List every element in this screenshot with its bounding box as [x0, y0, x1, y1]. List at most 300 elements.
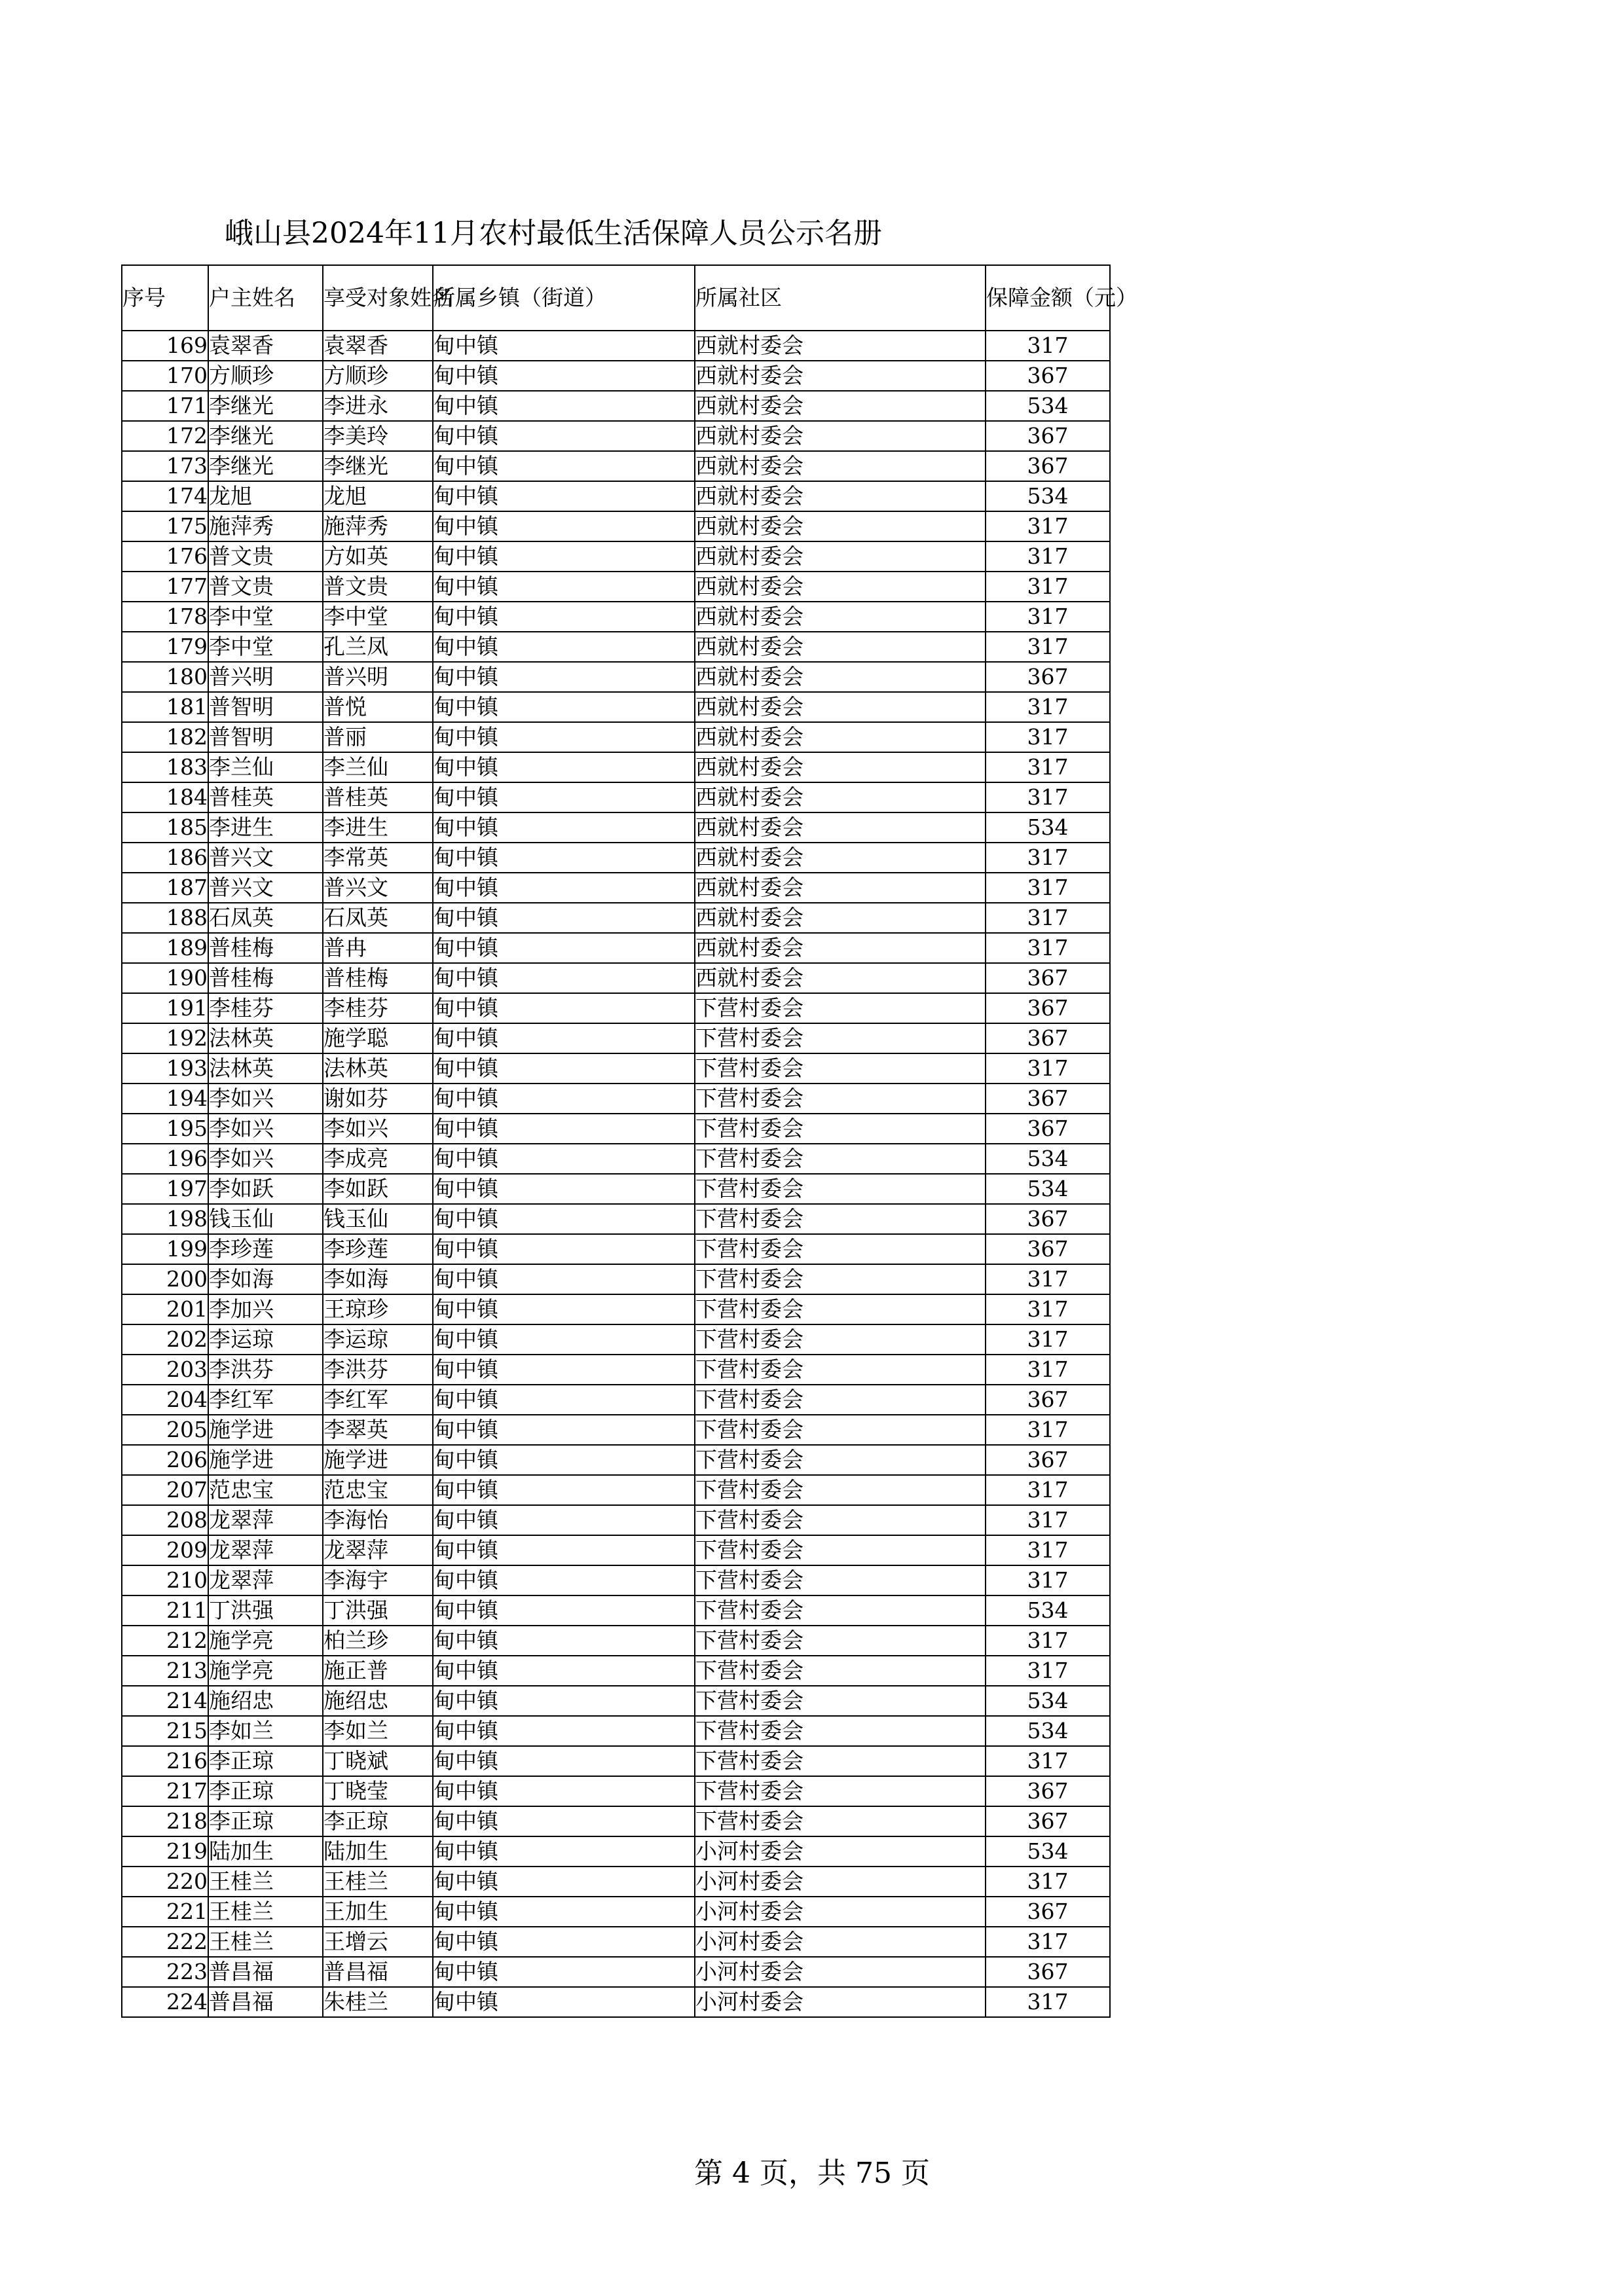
community-cell: 下营村委会	[695, 1595, 986, 1626]
township-cell: 甸中镇	[433, 1355, 695, 1385]
township-cell: 甸中镇	[433, 1927, 695, 1957]
table-row	[122, 843, 1110, 873]
row-index-cell: 177	[122, 572, 208, 602]
amount-cell: 317	[986, 1535, 1110, 1565]
beneficiary-name-cell: 普悦	[323, 692, 433, 722]
header-township: 所属乡镇（街道）	[433, 265, 695, 331]
row-index-cell: 222	[122, 1927, 208, 1957]
township-cell: 甸中镇	[433, 1264, 695, 1294]
household-head-name-cell: 陆加生	[208, 1836, 323, 1867]
beneficiary-name-cell: 李海宇	[323, 1565, 433, 1595]
household-head-name-cell: 法林英	[208, 1023, 323, 1053]
community-cell: 下营村委会	[695, 1475, 986, 1505]
row-index-cell: 217	[122, 1776, 208, 1806]
household-head-name-cell: 钱玉仙	[208, 1204, 323, 1234]
community-cell: 西就村委会	[695, 843, 986, 873]
township-cell: 甸中镇	[433, 1385, 695, 1415]
township-cell: 甸中镇	[433, 1656, 695, 1686]
row-index-cell: 223	[122, 1957, 208, 1987]
township-cell: 甸中镇	[433, 481, 695, 511]
amount-cell: 317	[986, 782, 1110, 812]
row-index-cell: 206	[122, 1445, 208, 1475]
community-cell: 下营村委会	[695, 1415, 986, 1445]
community-cell: 下营村委会	[695, 1264, 986, 1294]
amount-cell: 317	[986, 1415, 1110, 1445]
row-index-cell: 192	[122, 1023, 208, 1053]
table-row	[122, 511, 1110, 541]
row-index-cell: 178	[122, 602, 208, 632]
table-row	[122, 1565, 1110, 1595]
amount-cell: 317	[986, 1626, 1110, 1656]
beneficiary-name-cell: 普桂英	[323, 782, 433, 812]
amount-cell: 367	[986, 1445, 1110, 1475]
beneficiary-name-cell: 普丽	[323, 722, 433, 752]
table-row	[122, 1656, 1110, 1686]
household-head-name-cell: 王桂兰	[208, 1927, 323, 1957]
row-index-cell: 203	[122, 1355, 208, 1385]
township-cell: 甸中镇	[433, 993, 695, 1023]
row-index-cell: 186	[122, 843, 208, 873]
beneficiary-name-cell: 李如跃	[323, 1174, 433, 1204]
table-row	[122, 1626, 1110, 1656]
beneficiary-name-cell: 施正普	[323, 1656, 433, 1686]
community-cell: 西就村委会	[695, 632, 986, 662]
community-cell: 下营村委会	[695, 1716, 986, 1746]
household-head-name-cell: 李正琼	[208, 1776, 323, 1806]
amount-cell: 317	[986, 1987, 1110, 2017]
beneficiary-name-cell: 袁翠香	[323, 331, 433, 361]
beneficiary-name-cell: 施萍秀	[323, 511, 433, 541]
table-row	[122, 1686, 1110, 1716]
community-cell: 下营村委会	[695, 1776, 986, 1806]
beneficiary-name-cell: 李进永	[323, 391, 433, 421]
household-head-name-cell: 法林英	[208, 1053, 323, 1084]
community-cell: 西就村委会	[695, 873, 986, 903]
household-head-name-cell: 施绍忠	[208, 1686, 323, 1716]
community-cell: 下营村委会	[695, 1023, 986, 1053]
beneficiary-name-cell: 李常英	[323, 843, 433, 873]
amount-cell: 367	[986, 1957, 1110, 1987]
beneficiary-name-cell: 施学聪	[323, 1023, 433, 1053]
household-head-name-cell: 龙翠萍	[208, 1535, 323, 1565]
township-cell: 甸中镇	[433, 873, 695, 903]
beneficiary-name-cell: 李兰仙	[323, 752, 433, 782]
beneficiary-name-cell: 施绍忠	[323, 1686, 433, 1716]
beneficiary-name-cell: 丁晓斌	[323, 1746, 433, 1776]
household-head-name-cell: 普智明	[208, 722, 323, 752]
beneficiary-name-cell: 普桂梅	[323, 963, 433, 993]
township-cell: 甸中镇	[433, 752, 695, 782]
community-cell: 小河村委会	[695, 1987, 986, 2017]
row-index-cell: 213	[122, 1656, 208, 1686]
beneficiary-name-cell: 龙旭	[323, 481, 433, 511]
table-row	[122, 993, 1110, 1023]
township-cell: 甸中镇	[433, 692, 695, 722]
beneficiary-name-cell: 李红军	[323, 1385, 433, 1415]
row-index-cell: 216	[122, 1746, 208, 1776]
township-cell: 甸中镇	[433, 572, 695, 602]
row-index-cell: 207	[122, 1475, 208, 1505]
amount-cell: 317	[986, 331, 1110, 361]
amount-cell: 367	[986, 361, 1110, 391]
community-cell: 小河村委会	[695, 1867, 986, 1897]
amount-cell: 317	[986, 1355, 1110, 1385]
row-index-cell: 194	[122, 1084, 208, 1114]
township-cell: 甸中镇	[433, 1776, 695, 1806]
community-cell: 下营村委会	[695, 1686, 986, 1716]
table-row	[122, 1234, 1110, 1264]
household-head-name-cell: 李中堂	[208, 632, 323, 662]
household-head-name-cell: 李进生	[208, 812, 323, 843]
community-cell: 西就村委会	[695, 662, 986, 692]
household-head-name-cell: 李珍莲	[208, 1234, 323, 1264]
amount-cell: 367	[986, 963, 1110, 993]
community-cell: 小河村委会	[695, 1957, 986, 1987]
table-row	[122, 1174, 1110, 1204]
row-index-cell: 193	[122, 1053, 208, 1084]
row-index-cell: 189	[122, 933, 208, 963]
township-cell: 甸中镇	[433, 361, 695, 391]
amount-cell: 317	[986, 1264, 1110, 1294]
community-cell: 下营村委会	[695, 1144, 986, 1174]
household-head-name-cell: 石凤英	[208, 903, 323, 933]
amount-cell: 367	[986, 1897, 1110, 1927]
amount-cell: 367	[986, 662, 1110, 692]
community-cell: 下营村委会	[695, 1535, 986, 1565]
amount-cell: 317	[986, 1324, 1110, 1355]
township-cell: 甸中镇	[433, 1174, 695, 1204]
table-row	[122, 1475, 1110, 1505]
amount-cell: 317	[986, 1053, 1110, 1084]
table-row	[122, 361, 1110, 391]
table-row	[122, 1415, 1110, 1445]
community-cell: 西就村委会	[695, 722, 986, 752]
amount-cell: 534	[986, 812, 1110, 843]
household-head-name-cell: 龙翠萍	[208, 1505, 323, 1535]
amount-cell: 317	[986, 722, 1110, 752]
community-cell: 西就村委会	[695, 481, 986, 511]
table-row	[122, 933, 1110, 963]
household-head-name-cell: 普兴明	[208, 662, 323, 692]
table-row	[122, 1114, 1110, 1144]
beneficiary-name-cell: 钱玉仙	[323, 1204, 433, 1234]
table-row	[122, 1355, 1110, 1385]
township-cell: 甸中镇	[433, 1505, 695, 1535]
amount-cell: 367	[986, 421, 1110, 451]
table-row	[122, 1776, 1110, 1806]
amount-cell: 317	[986, 602, 1110, 632]
amount-cell: 317	[986, 1746, 1110, 1776]
amount-cell: 317	[986, 843, 1110, 873]
table-row	[122, 1987, 1110, 2017]
household-head-name-cell: 王桂兰	[208, 1897, 323, 1927]
amount-cell: 534	[986, 1595, 1110, 1626]
township-cell: 甸中镇	[433, 782, 695, 812]
beneficiary-name-cell: 方顺珍	[323, 361, 433, 391]
amount-cell: 317	[986, 1475, 1110, 1505]
amount-cell: 317	[986, 1505, 1110, 1535]
township-cell: 甸中镇	[433, 391, 695, 421]
table-row	[122, 1897, 1110, 1927]
township-cell: 甸中镇	[433, 1806, 695, 1836]
beneficiary-name-cell: 李珍莲	[323, 1234, 433, 1264]
table-row	[122, 903, 1110, 933]
community-cell: 西就村委会	[695, 421, 986, 451]
row-index-cell: 224	[122, 1987, 208, 2017]
amount-cell: 317	[986, 752, 1110, 782]
row-index-cell: 182	[122, 722, 208, 752]
row-index-cell: 169	[122, 331, 208, 361]
household-head-name-cell: 普桂梅	[208, 963, 323, 993]
amount-cell: 317	[986, 1927, 1110, 1957]
row-index-cell: 173	[122, 451, 208, 481]
table-row	[122, 572, 1110, 602]
table-row	[122, 1746, 1110, 1776]
community-cell: 下营村委会	[695, 1053, 986, 1084]
beneficiary-name-cell: 王桂兰	[323, 1867, 433, 1897]
community-cell: 下营村委会	[695, 1746, 986, 1776]
household-head-name-cell: 李兰仙	[208, 752, 323, 782]
table-row	[122, 963, 1110, 993]
table-row	[122, 1053, 1110, 1084]
beneficiary-name-cell: 石凤英	[323, 903, 433, 933]
community-cell: 西就村委会	[695, 331, 986, 361]
header-amount: 保障金额（元）	[986, 265, 1110, 331]
community-cell: 下营村委会	[695, 1626, 986, 1656]
township-cell: 甸中镇	[433, 451, 695, 481]
amount-cell: 317	[986, 1294, 1110, 1324]
township-cell: 甸中镇	[433, 1415, 695, 1445]
beneficiary-name-cell: 李成亮	[323, 1144, 433, 1174]
household-head-name-cell: 李正琼	[208, 1746, 323, 1776]
amount-cell: 534	[986, 1716, 1110, 1746]
household-head-name-cell: 王桂兰	[208, 1867, 323, 1897]
table-row	[122, 451, 1110, 481]
amount-cell: 367	[986, 451, 1110, 481]
row-index-cell: 170	[122, 361, 208, 391]
household-head-name-cell: 施学进	[208, 1445, 323, 1475]
amount-cell: 367	[986, 1234, 1110, 1264]
community-cell: 西就村委会	[695, 963, 986, 993]
beneficiary-name-cell: 丁晓莹	[323, 1776, 433, 1806]
community-cell: 下营村委会	[695, 1174, 986, 1204]
amount-cell: 317	[986, 572, 1110, 602]
table-row	[122, 632, 1110, 662]
amount-cell: 534	[986, 1686, 1110, 1716]
township-cell: 甸中镇	[433, 1686, 695, 1716]
amount-cell: 534	[986, 1174, 1110, 1204]
township-cell: 甸中镇	[433, 632, 695, 662]
row-index-cell: 220	[122, 1867, 208, 1897]
row-index-cell: 196	[122, 1144, 208, 1174]
table-header-row	[122, 265, 1110, 331]
township-cell: 甸中镇	[433, 331, 695, 361]
township-cell: 甸中镇	[433, 1204, 695, 1234]
row-index-cell: 221	[122, 1897, 208, 1927]
beneficiary-name-cell: 李如兴	[323, 1114, 433, 1144]
table-row	[122, 1324, 1110, 1355]
community-cell: 下营村委会	[695, 1445, 986, 1475]
amount-cell: 534	[986, 391, 1110, 421]
community-cell: 西就村委会	[695, 572, 986, 602]
table-row	[122, 1084, 1110, 1114]
township-cell: 甸中镇	[433, 1053, 695, 1084]
community-cell: 西就村委会	[695, 812, 986, 843]
community-cell: 小河村委会	[695, 1927, 986, 1957]
community-cell: 西就村委会	[695, 541, 986, 572]
community-cell: 西就村委会	[695, 451, 986, 481]
table-row	[122, 1264, 1110, 1294]
township-cell: 甸中镇	[433, 1867, 695, 1897]
table-row	[122, 873, 1110, 903]
beneficiary-name-cell: 柏兰珍	[323, 1626, 433, 1656]
row-index-cell: 188	[122, 903, 208, 933]
beneficiary-name-cell: 王加生	[323, 1897, 433, 1927]
row-index-cell: 172	[122, 421, 208, 451]
community-cell: 下营村委会	[695, 1565, 986, 1595]
row-index-cell: 171	[122, 391, 208, 421]
household-head-name-cell: 普兴文	[208, 873, 323, 903]
table-row	[122, 421, 1110, 451]
township-cell: 甸中镇	[433, 1084, 695, 1114]
household-head-name-cell: 方顺珍	[208, 361, 323, 391]
township-cell: 甸中镇	[433, 1565, 695, 1595]
township-cell: 甸中镇	[433, 1897, 695, 1927]
beneficiary-name-cell: 方如英	[323, 541, 433, 572]
amount-cell: 367	[986, 993, 1110, 1023]
township-cell: 甸中镇	[433, 1987, 695, 2017]
household-head-name-cell: 普文贵	[208, 541, 323, 572]
township-cell: 甸中镇	[433, 1746, 695, 1776]
amount-cell: 367	[986, 1023, 1110, 1053]
household-head-name-cell: 普昌福	[208, 1957, 323, 1987]
table-row	[122, 1535, 1110, 1565]
township-cell: 甸中镇	[433, 602, 695, 632]
table-row	[122, 752, 1110, 782]
row-index-cell: 184	[122, 782, 208, 812]
row-index-cell: 187	[122, 873, 208, 903]
amount-cell: 367	[986, 1806, 1110, 1836]
beneficiary-name-cell: 李正琼	[323, 1806, 433, 1836]
table-row	[122, 662, 1110, 692]
table-body	[122, 331, 1110, 2017]
header-community: 所属社区	[695, 265, 986, 331]
household-head-name-cell: 李如海	[208, 1264, 323, 1294]
township-cell: 甸中镇	[433, 1445, 695, 1475]
amount-cell: 367	[986, 1114, 1110, 1144]
row-index-cell: 185	[122, 812, 208, 843]
row-index-cell: 219	[122, 1836, 208, 1867]
household-head-name-cell: 李红军	[208, 1385, 323, 1415]
amount-cell: 317	[986, 1867, 1110, 1897]
household-head-name-cell: 普文贵	[208, 572, 323, 602]
table-row	[122, 1505, 1110, 1535]
household-head-name-cell: 李如兴	[208, 1114, 323, 1144]
community-cell: 下营村委会	[695, 1806, 986, 1836]
township-cell: 甸中镇	[433, 903, 695, 933]
household-head-name-cell: 普昌福	[208, 1987, 323, 2017]
community-cell: 下营村委会	[695, 1355, 986, 1385]
header-household-head: 户主姓名	[208, 265, 323, 331]
row-index-cell: 175	[122, 511, 208, 541]
household-head-name-cell: 李如兴	[208, 1144, 323, 1174]
table-row	[122, 1836, 1110, 1867]
header-beneficiary: 享受对象姓名	[323, 265, 433, 331]
amount-cell: 534	[986, 481, 1110, 511]
row-index-cell: 179	[122, 632, 208, 662]
table-row	[122, 1445, 1110, 1475]
beneficiary-name-cell: 孔兰凤	[323, 632, 433, 662]
beneficiary-name-cell: 李美玲	[323, 421, 433, 451]
beneficiary-name-cell: 普兴文	[323, 873, 433, 903]
roster-table	[121, 264, 1137, 2018]
row-index-cell: 218	[122, 1806, 208, 1836]
household-head-name-cell: 李继光	[208, 451, 323, 481]
amount-cell: 534	[986, 1144, 1110, 1174]
household-head-name-cell: 李洪芬	[208, 1355, 323, 1385]
household-head-name-cell: 李运琼	[208, 1324, 323, 1355]
table-row	[122, 722, 1110, 752]
township-cell: 甸中镇	[433, 1234, 695, 1264]
header-index: 序号	[122, 265, 208, 331]
table-row	[122, 1927, 1110, 1957]
row-index-cell: 204	[122, 1385, 208, 1415]
township-cell: 甸中镇	[433, 963, 695, 993]
row-index-cell: 197	[122, 1174, 208, 1204]
amount-cell: 317	[986, 692, 1110, 722]
row-index-cell: 198	[122, 1204, 208, 1234]
table-row	[122, 1144, 1110, 1174]
township-cell: 甸中镇	[433, 1716, 695, 1746]
household-head-name-cell: 李桂芬	[208, 993, 323, 1023]
row-index-cell: 211	[122, 1595, 208, 1626]
beneficiary-name-cell: 施学进	[323, 1445, 433, 1475]
household-head-name-cell: 施学亮	[208, 1656, 323, 1686]
community-cell: 下营村委会	[695, 1204, 986, 1234]
household-head-name-cell: 施学进	[208, 1415, 323, 1445]
amount-cell: 317	[986, 632, 1110, 662]
row-index-cell: 176	[122, 541, 208, 572]
household-head-name-cell: 施学亮	[208, 1626, 323, 1656]
beneficiary-name-cell: 普昌福	[323, 1957, 433, 1987]
household-head-name-cell: 龙旭	[208, 481, 323, 511]
amount-cell: 317	[986, 1565, 1110, 1595]
community-cell: 下营村委会	[695, 993, 986, 1023]
table-row	[122, 692, 1110, 722]
row-index-cell: 174	[122, 481, 208, 511]
community-cell: 西就村委会	[695, 903, 986, 933]
household-head-name-cell: 丁洪强	[208, 1595, 323, 1626]
beneficiary-name-cell: 李如兰	[323, 1716, 433, 1746]
township-cell: 甸中镇	[433, 1114, 695, 1144]
household-head-name-cell: 李正琼	[208, 1806, 323, 1836]
amount-cell: 317	[986, 933, 1110, 963]
row-index-cell: 215	[122, 1716, 208, 1746]
beneficiary-name-cell: 王增云	[323, 1927, 433, 1957]
township-cell: 甸中镇	[433, 812, 695, 843]
beneficiary-name-cell: 龙翠萍	[323, 1535, 433, 1565]
beneficiary-name-cell: 王琼珍	[323, 1294, 433, 1324]
township-cell: 甸中镇	[433, 662, 695, 692]
row-index-cell: 209	[122, 1535, 208, 1565]
township-cell: 甸中镇	[433, 1595, 695, 1626]
beneficiary-name-cell: 李继光	[323, 451, 433, 481]
beneficiary-name-cell: 李桂芬	[323, 993, 433, 1023]
beneficiary-name-cell: 普冉	[323, 933, 433, 963]
community-cell: 下营村委会	[695, 1324, 986, 1355]
beneficiary-name-cell: 李海怡	[323, 1505, 433, 1535]
community-cell: 西就村委会	[695, 391, 986, 421]
